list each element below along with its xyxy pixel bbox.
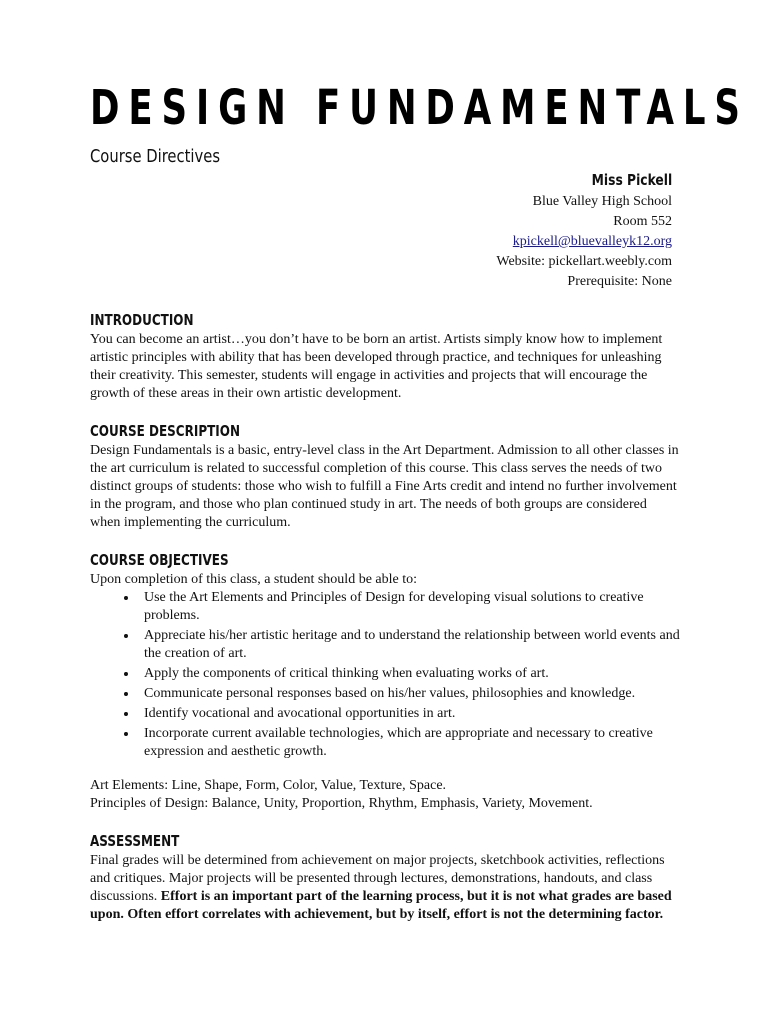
art-elements-text: Art Elements: Line, Shape, Form, Color, Value, Texture, Space.	[90, 778, 447, 793]
email-link[interactable]: kpickell@bluevalleyk12.org	[512, 234, 672, 249]
course-description-section	[90, 421, 680, 532]
list-item: • Apply the components of critical thinking when evaluating works of art.	[138, 665, 680, 683]
principles-text: Principles of Design: Balance, Unity, Proportion, Rhythm, Emphasis, Variety, Movement.	[90, 796, 593, 811]
room-number: Room 552	[613, 214, 672, 229]
assessment-text: Final grades will be determined from achievement on major projects, sketchbook activities, reflections and critiques. Major projects will be presented through lectures, demonstrations, handouts, and class discussions.	[90, 853, 665, 904]
teacher-name: Miss Pickell	[591, 171, 672, 189]
assessment-bold-text: Effort is an important part of the learning process, but it is not what grades are based upon. Often effort correlates with achievement, but by itself, effort is not the determining factor.	[90, 889, 672, 922]
assessment-heading: ASSESSMENT	[90, 832, 180, 850]
list-item: • Incorporate current available technologies, which are appropriate and necessary to creative expression and aesthetic growth.	[138, 725, 680, 761]
assessment-paragraph	[90, 852, 680, 924]
course-objectives-intro: Upon completion of this class, a student should be able to:	[90, 572, 418, 587]
document-subtitle: Course Directives	[90, 146, 221, 167]
course-objectives-heading: COURSE OBJECTIVES	[90, 551, 229, 569]
document-body	[90, 310, 680, 942]
list-item: • Identify vocational and avocational opportunities in art.	[138, 705, 680, 723]
introduction-section	[90, 310, 680, 403]
school-name: Blue Valley High School	[532, 194, 672, 209]
list-item: • Communicate personal responses based on his/her values, philosophies and knowledge.	[138, 685, 680, 703]
introduction-text: You can become an artist…you don’t have to be born an artist. Artists simply know how to implement artistic principles with ability that has been developed through practice, and techniques for unleashing their creativity. This semester, students will engage in activities and projects that will encourage the growth of these areas in their own artistic development.	[90, 332, 663, 401]
contact-block	[496, 170, 672, 292]
course-description-heading: COURSE DESCRIPTION	[90, 422, 241, 440]
assessment-section	[90, 831, 680, 924]
course-objectives-section	[90, 550, 680, 813]
list-item: • Appreciate his/her artistic heritage and to understand the relationship between world events and the creation of art.	[138, 627, 680, 663]
list-item: • Use the Art Elements and Principles of Design for developing visual solutions to creative problems.	[138, 589, 680, 625]
objectives-list	[90, 589, 680, 761]
website-text: Website: pickellart.weebly.com	[496, 254, 672, 269]
course-description-text: Design Fundamentals is a basic, entry-level class in the Art Department. Admission to all other classes in the art curriculum is related to successful completion of this course. This class serves the needs of two distinct groups of students: those who wish to fulfill a Fine Arts credit and intend no further involvement in the program, and those who plan continued study in art. The needs of both groups are considered when implementing the curriculum.	[90, 443, 679, 530]
document-title: DESIGN FUNDAMENTALS	[90, 80, 749, 136]
prerequisite-text: Prerequisite: None	[567, 274, 672, 289]
introduction-heading: INTRODUCTION	[90, 311, 194, 329]
